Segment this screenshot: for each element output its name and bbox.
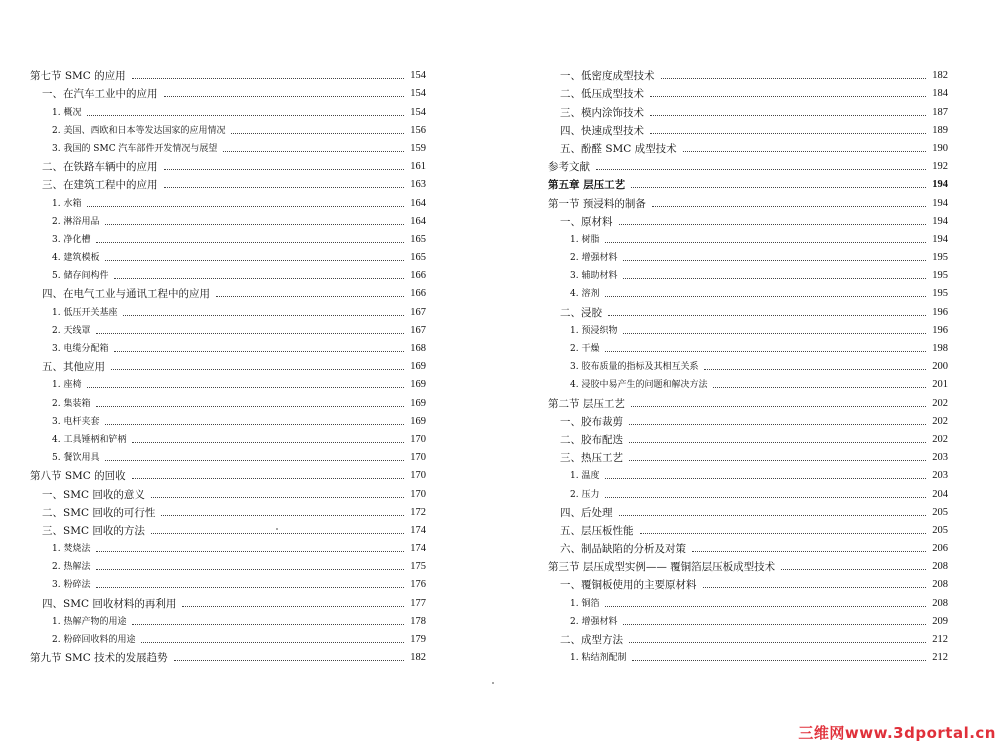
toc-page-number: 174: [410, 524, 426, 536]
toc-page-number: 170: [410, 470, 426, 482]
toc-page-number: 164: [410, 197, 426, 209]
dot-leader: [151, 533, 404, 534]
toc-page-number: 168: [410, 343, 426, 354]
toc-entry: [30, 339, 426, 357]
toc-page-number: 198: [932, 343, 948, 354]
toc-entry-title: 2. 增强材料: [570, 253, 618, 264]
dot-leader: [164, 169, 405, 170]
toc-entry-title: 二、在铁路车辆中的应用: [42, 161, 158, 174]
dot-leader: [629, 460, 926, 461]
dot-leader: [704, 369, 926, 370]
dot-leader: [623, 260, 926, 261]
toc-entry: [548, 412, 948, 430]
toc-entry: [548, 121, 948, 139]
toc-entry: [548, 84, 948, 102]
dot-leader: [605, 478, 926, 479]
toc-entry: [548, 448, 948, 466]
toc-entry: [30, 503, 426, 521]
dot-leader: [105, 424, 404, 425]
toc-entry-title: 四、快速成型技术: [560, 124, 644, 137]
toc-entry: [30, 102, 426, 120]
dot-leader: [87, 206, 404, 207]
dot-leader: [640, 533, 927, 534]
dot-leader: [182, 606, 404, 607]
toc-entry: [30, 612, 426, 630]
toc-page-number: 170: [410, 452, 426, 464]
toc-page-number: 184: [932, 88, 948, 100]
toc-entry: [30, 212, 426, 230]
toc-page-number: 203: [932, 452, 948, 464]
toc-entry: [30, 248, 426, 266]
toc-entry: [30, 557, 426, 575]
toc-entry: [548, 630, 948, 648]
right-page: [500, 0, 1000, 747]
toc-page-number: 170: [410, 488, 426, 500]
dot-leader: [631, 187, 926, 188]
toc-page-number: 205: [932, 524, 948, 536]
toc-page-number: 156: [410, 124, 426, 136]
dot-leader: [105, 224, 404, 225]
dot-leader: [629, 442, 926, 443]
scan-speck: [276, 528, 278, 530]
toc-page-number: 169: [410, 397, 426, 409]
toc-entry: [30, 157, 426, 175]
toc-entry: [548, 539, 948, 557]
toc-entry-title: 1. 温度: [570, 471, 600, 482]
toc-page-number: 165: [410, 233, 426, 245]
toc-page-number: 209: [932, 615, 948, 627]
toc-entry: [548, 593, 948, 611]
toc-entry-title: 3. 辅助材料: [570, 271, 618, 282]
toc-page-number: 200: [932, 361, 948, 373]
toc-entry-title: 四、后处理: [560, 506, 613, 519]
left-toc-list: [30, 66, 426, 666]
toc-page-number: 159: [410, 142, 426, 154]
dot-leader: [111, 369, 404, 370]
toc-entry: [548, 375, 948, 393]
toc-entry: [548, 212, 948, 230]
dot-leader: [96, 242, 404, 243]
dot-leader: [114, 278, 404, 279]
toc-entry-title: 4. 溶剂: [570, 289, 600, 300]
dot-leader: [619, 224, 927, 225]
toc-page-number: 169: [410, 415, 426, 427]
dot-leader: [596, 169, 926, 170]
toc-page-number: 206: [932, 543, 948, 555]
dot-leader: [619, 515, 927, 516]
toc-entry: [548, 393, 948, 411]
dot-leader: [605, 497, 926, 498]
dot-leader: [114, 351, 404, 352]
toc-page-number: 169: [410, 361, 426, 373]
toc-entry-title: 二、成型方法: [560, 634, 623, 646]
dot-leader: [132, 624, 404, 625]
dot-leader: [608, 315, 926, 316]
dot-leader: [164, 96, 405, 97]
toc-entry: [30, 121, 426, 139]
toc-entry: [548, 248, 948, 266]
toc-entry-title: 2. 美国、西欧和日本等发达国家的应用情况: [52, 125, 226, 136]
toc-entry-title: 第八节 SMC 的回收: [30, 470, 126, 483]
toc-entry: [30, 539, 426, 557]
dot-leader: [703, 587, 927, 588]
toc-entry-title: 四、在电气工业与通讯工程中的应用: [42, 288, 210, 301]
toc-page-number: 179: [410, 634, 426, 645]
toc-entry: [30, 321, 426, 339]
toc-entry: [548, 66, 948, 84]
toc-entry-title: 五、层压板性能: [560, 524, 634, 537]
toc-page-number: 167: [410, 324, 426, 336]
toc-entry-title: 五、酚醛 SMC 成型技术: [560, 142, 677, 155]
toc-entry-title: 2. 粉碎回收料的用途: [52, 635, 136, 645]
toc-entry-title: 5. 储存间构件: [52, 271, 109, 282]
toc-entry-title: 4. 建筑模板: [52, 253, 100, 264]
toc-entry-title: 二、SMC 回收的可行性: [42, 506, 156, 519]
toc-entry: [30, 357, 426, 375]
toc-entry: [30, 412, 426, 430]
toc-entry: [30, 648, 426, 666]
toc-entry: [548, 648, 948, 666]
toc-entry: [548, 466, 948, 484]
toc-page-number: 192: [932, 161, 948, 173]
dot-leader: [216, 296, 404, 297]
toc-page-number: 195: [932, 288, 948, 300]
dot-leader: [96, 406, 404, 407]
toc-page-number: 178: [410, 615, 426, 627]
toc-entry-title: 3. 粉碎法: [52, 580, 91, 591]
dot-leader: [632, 660, 926, 661]
toc-page-number: 187: [932, 106, 948, 118]
toc-entry-title: 一、低密度成型技术: [560, 70, 655, 83]
toc-entry-title: 4. 工具锤柄和铲柄: [52, 434, 127, 445]
toc-entry-title: 3. 电缆分配箱: [52, 344, 109, 354]
toc-page-number: 172: [410, 506, 426, 518]
toc-page-number: 169: [410, 379, 426, 391]
toc-entry-title: 第九节 SMC 技术的发展趋势: [30, 652, 168, 665]
toc-entry-title: 1. 预浸织物: [570, 325, 618, 336]
toc-entry: [548, 193, 948, 211]
dot-leader: [623, 333, 926, 334]
dot-leader: [629, 642, 926, 643]
toc-page-number: 194: [932, 197, 948, 209]
toc-entry-title: 一、SMC 回收的意义: [42, 488, 145, 501]
toc-entry: [548, 430, 948, 448]
toc-entry-title: 二、胶布配迭: [560, 433, 623, 446]
dot-leader: [96, 569, 404, 570]
toc-entry: [548, 102, 948, 120]
toc-entry-title: 第一节 预浸料的制备: [548, 197, 646, 210]
toc-entry: [548, 357, 948, 375]
toc-page-number: 154: [410, 88, 426, 100]
toc-page-number: 194: [932, 233, 948, 245]
toc-page-number: 165: [410, 252, 426, 264]
toc-entry-title: 2. 干燥: [570, 344, 600, 354]
dot-leader: [105, 460, 404, 461]
toc-entry: [30, 430, 426, 448]
toc-entry-title: 一、覆铜板使用的主要原材料: [560, 579, 697, 592]
dot-leader: [631, 406, 926, 407]
toc-entry: [548, 139, 948, 157]
toc-entry-title: 1. 树脂: [570, 234, 600, 245]
dot-leader: [713, 387, 926, 388]
dot-leader: [231, 133, 404, 134]
toc-entry-title: 一、原材料: [560, 215, 613, 228]
toc-entry: [30, 466, 426, 484]
toc-entry: [548, 302, 948, 320]
dot-leader: [605, 351, 926, 352]
toc-entry-title: 3. 净化槽: [52, 234, 91, 245]
right-toc-list: [548, 66, 948, 666]
dot-leader: [161, 515, 404, 516]
toc-entry: [30, 630, 426, 648]
toc-entry: [548, 266, 948, 284]
toc-entry: [548, 321, 948, 339]
toc-page-number: 196: [932, 306, 948, 318]
toc-page-number: 164: [410, 215, 426, 227]
toc-entry-title: 六、制品缺陷的分析及对策: [560, 543, 686, 556]
toc-page-number: 208: [932, 579, 948, 591]
toc-entry: [548, 230, 948, 248]
toc-entry: [30, 175, 426, 193]
toc-entry: [30, 484, 426, 502]
toc-entry-title: 第五章 层压工艺: [548, 179, 626, 192]
toc-entry-title: 5. 餐饮用具: [52, 453, 100, 464]
toc-entry: [30, 393, 426, 411]
toc-page-number: 175: [410, 561, 426, 573]
toc-entry-title: 1. 热解产物的用途: [52, 616, 127, 627]
dot-leader: [683, 151, 927, 152]
toc-entry-title: 四、SMC 回收材料的再利用: [42, 597, 177, 610]
toc-entry: [30, 375, 426, 393]
dot-leader: [605, 296, 926, 297]
dot-leader: [174, 660, 405, 661]
toc-page-number: 194: [932, 215, 948, 227]
toc-page-number: 177: [410, 597, 426, 609]
toc-entry: [548, 521, 948, 539]
toc-page-number: 195: [932, 270, 948, 282]
toc-entry-title: 参考文献: [548, 161, 590, 174]
dot-leader: [650, 133, 926, 134]
toc-entry-title: 三、模内涂饰技术: [560, 106, 644, 119]
toc-page-number: 202: [932, 433, 948, 445]
toc-page-number: 182: [932, 70, 948, 82]
toc-page-number: 166: [410, 288, 426, 300]
toc-entry-title: 4. 浸胶中易产生的问题和解决方法: [570, 380, 708, 391]
toc-entry-title: 二、浸胶: [560, 306, 602, 319]
toc-entry-title: 3. 电杆夹套: [52, 416, 100, 427]
toc-page-number: 205: [932, 506, 948, 518]
dot-leader: [141, 642, 404, 643]
toc-page-number: 190: [932, 142, 948, 154]
dot-leader: [87, 387, 404, 388]
dot-leader: [650, 115, 926, 116]
toc-entry: [548, 575, 948, 593]
toc-entry: [30, 84, 426, 102]
toc-entry-title: 1. 概况: [52, 107, 82, 118]
toc-entry-title: 2. 增强材料: [570, 616, 618, 627]
dot-leader: [96, 587, 404, 588]
toc-entry-title: 2. 压力: [570, 489, 600, 500]
dot-leader: [132, 78, 405, 79]
watermark: 三维网www.3dportal.cn: [798, 724, 996, 742]
toc-entry: [548, 157, 948, 175]
toc-entry-title: 1. 水箱: [52, 198, 82, 209]
toc-page-number: 195: [932, 252, 948, 264]
toc-page-number: 182: [410, 652, 426, 664]
toc-page-number: 194: [932, 179, 948, 191]
toc-entry: [548, 612, 948, 630]
toc-page-number: 208: [932, 561, 948, 573]
toc-page-number: 196: [932, 324, 948, 336]
toc-page-number: 174: [410, 543, 426, 555]
dot-leader: [629, 424, 926, 425]
toc-entry-title: 二、低压成型技术: [560, 88, 644, 101]
toc-entry-title: 一、在汽车工业中的应用: [42, 88, 158, 101]
toc-page-number: 170: [410, 433, 426, 445]
toc-page-number: 189: [932, 124, 948, 136]
dot-leader: [132, 478, 405, 479]
toc-entry: [30, 139, 426, 157]
dot-leader: [605, 606, 926, 607]
dot-leader: [151, 497, 404, 498]
toc-entry-title: 2. 热解法: [52, 562, 91, 573]
toc-entry-title: 1. 座椅: [52, 380, 82, 391]
toc-entry-title: 1. 焚烧法: [52, 544, 91, 555]
toc-entry: [548, 557, 948, 575]
toc-entry: [548, 503, 948, 521]
toc-entry: [30, 575, 426, 593]
toc-page-number: 208: [932, 597, 948, 609]
toc-entry-title: 3. 我国的 SMC 汽车部件开发情况与展望: [52, 143, 218, 154]
toc-page-number: 163: [410, 179, 426, 191]
toc-entry: [548, 339, 948, 357]
toc-page-number: 202: [932, 397, 948, 409]
toc-page-number: 204: [932, 488, 948, 500]
toc-entry: [548, 175, 948, 193]
toc-entry: [30, 448, 426, 466]
toc-entry-title: 五、其他应用: [42, 361, 105, 374]
toc-page-number: 201: [932, 379, 948, 391]
toc-entry: [30, 66, 426, 84]
dot-leader: [96, 333, 404, 334]
scan-speck: [492, 682, 494, 684]
toc-entry-title: 第七节 SMC 的应用: [30, 70, 126, 83]
toc-page-number: 167: [410, 306, 426, 318]
toc-page-number: 212: [932, 634, 948, 645]
toc-page-number: 154: [410, 106, 426, 118]
toc-page-number: 203: [932, 470, 948, 482]
toc-entry: [30, 593, 426, 611]
toc-entry-title: 2. 天线罩: [52, 325, 91, 336]
toc-entry-title: 3. 胶布质量的指标及其相互关系: [570, 362, 699, 373]
toc-entry-title: 一、胶布裁剪: [560, 415, 623, 428]
toc-entry: [30, 193, 426, 211]
toc-entry-title: 1. 低压开关基座: [52, 307, 118, 318]
toc-entry: [30, 521, 426, 539]
toc-entry-title: 第三节 层压成型实例—— 覆铜箔层压板成型技术: [548, 561, 776, 574]
toc-entry: [548, 484, 948, 502]
toc-entry: [548, 284, 948, 302]
toc-page-number: 176: [410, 579, 426, 591]
toc-entry-title: 三、SMC 回收的方法: [42, 524, 145, 537]
dot-leader: [623, 624, 926, 625]
toc-entry: [30, 302, 426, 320]
toc-entry-title: 第二节 层压工艺: [548, 397, 625, 410]
dot-leader: [781, 569, 926, 570]
dot-leader: [105, 260, 404, 261]
toc-entry-title: 三、在建筑工程中的应用: [42, 179, 158, 192]
dot-leader: [650, 96, 926, 97]
toc-page-number: 161: [410, 161, 426, 173]
dot-leader: [605, 242, 926, 243]
dot-leader: [132, 442, 404, 443]
toc-entry: [30, 230, 426, 248]
toc-entry-title: 1. 铜箔: [570, 598, 600, 609]
dot-leader: [661, 78, 927, 79]
toc-page-number: 202: [932, 415, 948, 427]
toc-entry-title: 三、热压工艺: [560, 452, 623, 465]
toc-page-number: 154: [410, 70, 426, 82]
toc-page-number: 212: [932, 652, 948, 664]
dot-leader: [223, 151, 404, 152]
toc-entry-title: 1. 粘结剂配制: [570, 653, 627, 664]
dot-leader: [87, 115, 404, 116]
dot-leader: [164, 187, 405, 188]
dot-leader: [623, 278, 926, 279]
dot-leader: [96, 551, 404, 552]
toc-page-number: 166: [410, 270, 426, 282]
toc-entry: [30, 284, 426, 302]
toc-entry: [30, 266, 426, 284]
dot-leader: [123, 315, 404, 316]
dot-leader: [692, 551, 926, 552]
toc-entry-title: 2. 集装箱: [52, 398, 91, 409]
toc-entry-title: 2. 淋浴用品: [52, 216, 100, 227]
dot-leader: [652, 206, 926, 207]
